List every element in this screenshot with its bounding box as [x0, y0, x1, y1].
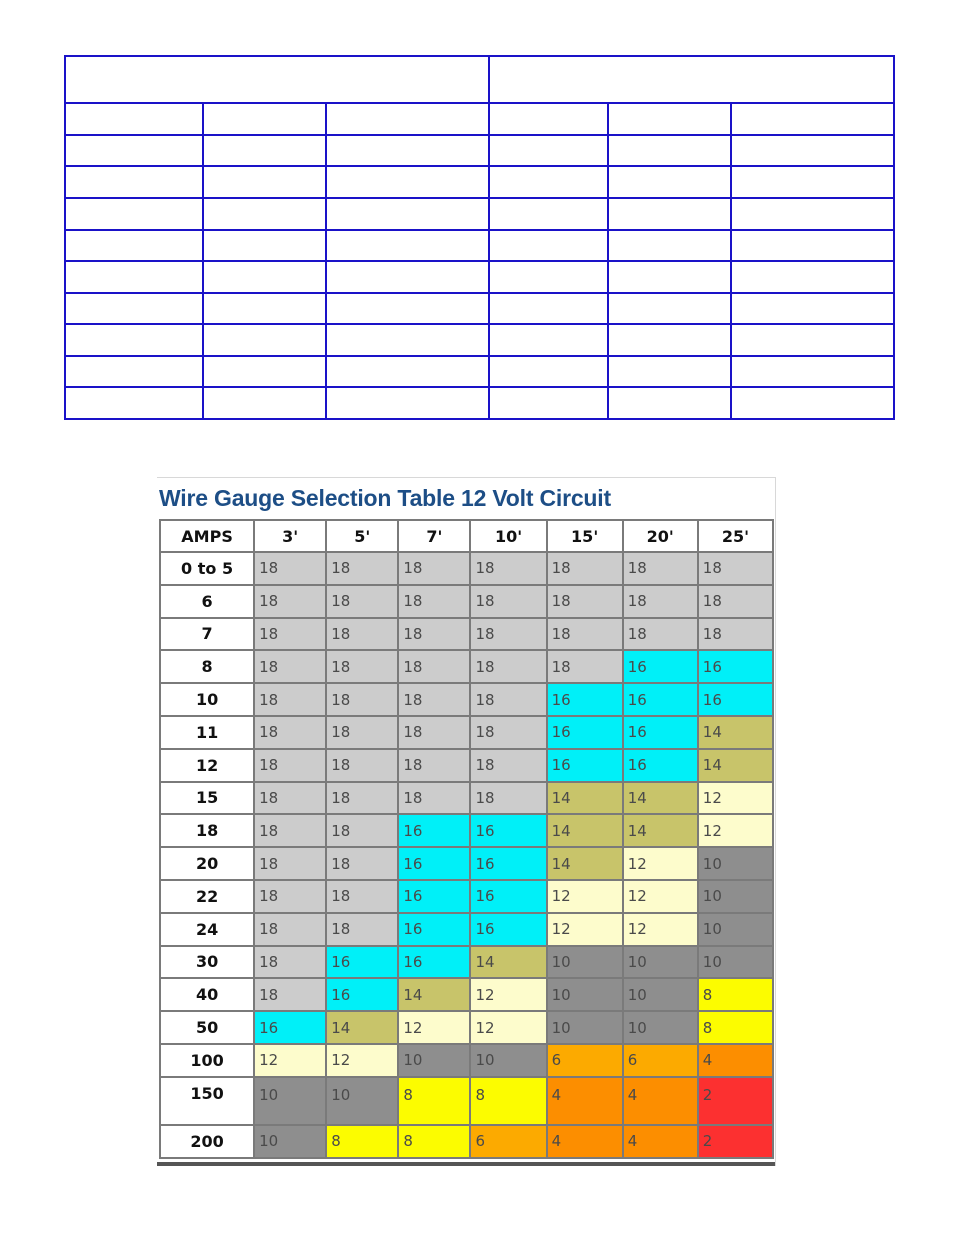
- table-row: [161, 1078, 772, 1124]
- blank-cell: [489, 198, 608, 230]
- amps-cell: 20: [161, 848, 253, 879]
- gauge-cell: 18: [399, 619, 469, 650]
- gauge-cell: 10: [327, 1078, 397, 1124]
- blank-row: [65, 198, 894, 230]
- wire-gauge-chart: [157, 477, 776, 1166]
- blank-row: [65, 387, 894, 419]
- gauge-cell: 18: [399, 750, 469, 781]
- gauge-cell: 18: [471, 651, 545, 682]
- amps-cell: 30: [161, 947, 253, 978]
- gauge-cell: 18: [255, 553, 325, 584]
- gauge-cell: 16: [399, 947, 469, 978]
- blank-cell: [489, 166, 608, 198]
- header-length-15ft: 15': [548, 521, 622, 551]
- gauge-cell: 10: [255, 1126, 325, 1157]
- blank-cell: [65, 324, 203, 356]
- header-length-7ft: 7': [399, 521, 469, 551]
- blank-row: [65, 103, 894, 135]
- gauge-cell: 10: [624, 1012, 697, 1043]
- gauge-cell: 4: [624, 1126, 697, 1157]
- blank-cell: [203, 324, 326, 356]
- blank-cell: [65, 261, 203, 293]
- gauge-cell: 8: [399, 1126, 469, 1157]
- blank-cell: [608, 324, 731, 356]
- gauge-cell: 8: [327, 1126, 397, 1157]
- amps-cell: 6: [161, 586, 253, 617]
- gauge-cell: 10: [548, 979, 622, 1010]
- table-row: [161, 815, 772, 846]
- gauge-cell: 12: [255, 1045, 325, 1076]
- blank-cell: [65, 166, 203, 198]
- gauge-cell: 14: [624, 783, 697, 814]
- header-length-20ft: 20': [624, 521, 697, 551]
- amps-cell: 150: [161, 1078, 253, 1124]
- gauge-cell: 18: [255, 848, 325, 879]
- table-row: [161, 586, 772, 617]
- blank-row: [65, 135, 894, 167]
- gauge-cell: 10: [699, 848, 772, 879]
- blank-cell: [489, 356, 608, 388]
- gauge-cell: 10: [699, 947, 772, 978]
- gauge-cell: 16: [327, 979, 397, 1010]
- gauge-cell: 14: [548, 783, 622, 814]
- gauge-cell: 16: [548, 717, 622, 748]
- gauge-cell: 12: [624, 881, 697, 912]
- blank-row: [65, 356, 894, 388]
- gauge-cell: 16: [471, 881, 545, 912]
- gauge-cell: 18: [699, 619, 772, 650]
- gauge-cell: 18: [624, 619, 697, 650]
- blank-cell: [203, 198, 326, 230]
- gauge-cell: 16: [471, 914, 545, 945]
- blank-cell: [326, 103, 489, 135]
- gauge-cell: 16: [548, 750, 622, 781]
- gauge-cell: 18: [255, 914, 325, 945]
- blank-cell: [65, 135, 203, 167]
- blank-cell: [203, 293, 326, 325]
- blank-cell: [608, 230, 731, 262]
- gauge-cell: 18: [548, 619, 622, 650]
- blank-cell: [203, 166, 326, 198]
- blank-cell: [65, 387, 203, 419]
- gauge-cell: 18: [327, 783, 397, 814]
- gauge-cell: 18: [255, 750, 325, 781]
- blank-cell: [489, 293, 608, 325]
- gauge-cell: 12: [548, 881, 622, 912]
- blank-cell: [326, 356, 489, 388]
- gauge-cell: 18: [471, 717, 545, 748]
- gauge-cell: 18: [624, 586, 697, 617]
- table-row: [161, 750, 772, 781]
- gauge-table-title: Wire Gauge Selection Table 12 Volt Circuit: [159, 485, 611, 511]
- gauge-cell: 18: [327, 717, 397, 748]
- gauge-cell: 18: [255, 651, 325, 682]
- gauge-cell: 18: [399, 651, 469, 682]
- header-length-25ft: 25': [699, 521, 772, 551]
- gauge-cell: 18: [327, 684, 397, 715]
- blank-cell: [489, 230, 608, 262]
- blank-cell: [65, 293, 203, 325]
- blank-cell: [326, 387, 489, 419]
- gauge-cell: 16: [471, 815, 545, 846]
- gauge-cell: 18: [327, 848, 397, 879]
- gauge-cell: 18: [327, 914, 397, 945]
- gauge-cell: 16: [624, 717, 697, 748]
- blank-cell: [731, 387, 894, 419]
- blank-cell: [731, 166, 894, 198]
- blank-cell: [489, 261, 608, 293]
- header-length-5ft: 5': [327, 521, 397, 551]
- amps-cell: 24: [161, 914, 253, 945]
- gauge-cell: 14: [471, 947, 545, 978]
- blank-cell: [731, 324, 894, 356]
- gauge-cell: 18: [327, 881, 397, 912]
- gauge-cell: 10: [548, 947, 622, 978]
- gauge-cell: 2: [699, 1126, 772, 1157]
- table-row: [161, 881, 772, 912]
- gauge-cell: 12: [624, 914, 697, 945]
- blank-cell: [326, 324, 489, 356]
- gauge-cell: 18: [471, 586, 545, 617]
- table-row: [161, 717, 772, 748]
- gauge-cell: 10: [699, 881, 772, 912]
- header-amps: AMPS: [161, 521, 253, 551]
- blank-cell: [731, 103, 894, 135]
- gauge-cell: 18: [255, 717, 325, 748]
- blank-cell: [731, 135, 894, 167]
- header-row: [161, 521, 772, 551]
- gauge-cell: 12: [699, 815, 772, 846]
- gauge-cell: 18: [327, 586, 397, 617]
- amps-cell: 100: [161, 1045, 253, 1076]
- blank-cell: [731, 230, 894, 262]
- blank-cell: [65, 230, 203, 262]
- gauge-cell: 12: [471, 1012, 545, 1043]
- gauge-cell: 18: [471, 783, 545, 814]
- blank-cell: [608, 261, 731, 293]
- amps-cell: 12: [161, 750, 253, 781]
- table-row: [161, 553, 772, 584]
- gauge-cell: 12: [548, 914, 622, 945]
- header-length-3ft: 3': [255, 521, 325, 551]
- gauge-cell: 2: [699, 1078, 772, 1124]
- blank-cell: [203, 135, 326, 167]
- gauge-cell: 18: [548, 586, 622, 617]
- blank-row: [65, 56, 894, 103]
- gauge-cell: 10: [624, 947, 697, 978]
- blank-cell: [326, 293, 489, 325]
- blank-cell: [203, 356, 326, 388]
- gauge-cell: 18: [471, 553, 545, 584]
- blank-cell: [731, 293, 894, 325]
- gauge-cell: 18: [471, 750, 545, 781]
- gauge-cell: 16: [399, 881, 469, 912]
- blank-cell: [65, 198, 203, 230]
- gauge-cell: 16: [699, 684, 772, 715]
- gauge-cell: 18: [699, 586, 772, 617]
- blank-cell: [489, 135, 608, 167]
- gauge-cell: 18: [399, 783, 469, 814]
- blank-row: [65, 230, 894, 262]
- gauge-cell: 14: [548, 848, 622, 879]
- blank-cell: [608, 198, 731, 230]
- gauge-cell: 18: [327, 619, 397, 650]
- header-length-10ft: 10': [471, 521, 545, 551]
- blank-cell: [65, 356, 203, 388]
- blank-cell: [608, 166, 731, 198]
- gauge-cell: 16: [471, 848, 545, 879]
- blank-cell: [489, 324, 608, 356]
- gauge-cell: 18: [327, 553, 397, 584]
- gauge-cell: 8: [699, 1012, 772, 1043]
- table-row: [161, 979, 772, 1010]
- gauge-cell: 14: [699, 717, 772, 748]
- gauge-cell: 8: [699, 979, 772, 1010]
- gauge-cell: 10: [399, 1045, 469, 1076]
- gauge-cell: 12: [699, 783, 772, 814]
- gauge-cell: 16: [624, 750, 697, 781]
- blank-cell: [203, 261, 326, 293]
- gauge-cell: 18: [399, 717, 469, 748]
- gauge-cell: 12: [624, 848, 697, 879]
- gauge-cell: 16: [255, 1012, 325, 1043]
- amps-cell: 15: [161, 783, 253, 814]
- blank-cell: [608, 293, 731, 325]
- amps-cell: 7: [161, 619, 253, 650]
- blank-cell: [608, 103, 731, 135]
- blank-cell: [489, 387, 608, 419]
- gauge-cell: 10: [548, 1012, 622, 1043]
- amps-cell: 10: [161, 684, 253, 715]
- gauge-cell: 6: [471, 1126, 545, 1157]
- table-row: [161, 783, 772, 814]
- gauge-cell: 18: [255, 684, 325, 715]
- blank-cell: [731, 356, 894, 388]
- gauge-cell: 18: [548, 553, 622, 584]
- gauge-cell: 12: [471, 979, 545, 1010]
- table-row: [161, 1126, 772, 1157]
- blank-header-cell: [65, 56, 489, 103]
- gauge-cell: 18: [399, 684, 469, 715]
- table-row: [161, 848, 772, 879]
- gauge-cell: 4: [699, 1045, 772, 1076]
- gauge-cell: 18: [255, 979, 325, 1010]
- blank-grid-table: [64, 55, 895, 420]
- gauge-cell: 14: [699, 750, 772, 781]
- amps-cell: 200: [161, 1126, 253, 1157]
- blank-row: [65, 166, 894, 198]
- gauge-cell: 16: [399, 914, 469, 945]
- gauge-cell: 18: [399, 586, 469, 617]
- gauge-cell: 18: [548, 651, 622, 682]
- gauge-cell: 14: [624, 815, 697, 846]
- table-row: [161, 1012, 772, 1043]
- blank-row: [65, 324, 894, 356]
- blank-cell: [608, 135, 731, 167]
- blank-cell: [203, 230, 326, 262]
- gauge-cell: 18: [255, 881, 325, 912]
- amps-cell: 11: [161, 717, 253, 748]
- table-row: [161, 914, 772, 945]
- gauge-cell: 18: [699, 553, 772, 584]
- amps-cell: 50: [161, 1012, 253, 1043]
- gauge-cell: 16: [624, 684, 697, 715]
- gauge-cell: 18: [399, 553, 469, 584]
- blank-cell: [608, 387, 731, 419]
- gauge-cell: 6: [624, 1045, 697, 1076]
- table-row: [161, 947, 772, 978]
- gauge-cell: 4: [548, 1078, 622, 1124]
- amps-cell: 18: [161, 815, 253, 846]
- gauge-cell: 18: [255, 783, 325, 814]
- gauge-cell: 12: [327, 1045, 397, 1076]
- gauge-cell: 18: [624, 553, 697, 584]
- gauge-cell: 14: [548, 815, 622, 846]
- gauge-cell: 18: [255, 815, 325, 846]
- gauge-cell: 16: [548, 684, 622, 715]
- bottom-border: [157, 1162, 775, 1166]
- gauge-cell: 18: [327, 651, 397, 682]
- table-row: [161, 1045, 772, 1076]
- table-row: [161, 619, 772, 650]
- blank-cell: [326, 198, 489, 230]
- gauge-cell: 18: [255, 586, 325, 617]
- gauge-cell: 10: [255, 1078, 325, 1124]
- gauge-cell: 8: [471, 1078, 545, 1124]
- gauge-cell: 16: [399, 848, 469, 879]
- table-row: [161, 684, 772, 715]
- blank-cell: [731, 261, 894, 293]
- blank-cell: [203, 387, 326, 419]
- gauge-cell: 16: [624, 651, 697, 682]
- gauge-cell: 18: [471, 684, 545, 715]
- gauge-cell: 18: [255, 947, 325, 978]
- gauge-cell: 6: [548, 1045, 622, 1076]
- gauge-cell: 18: [327, 815, 397, 846]
- gauge-cell: 4: [548, 1126, 622, 1157]
- blank-cell: [326, 135, 489, 167]
- blank-cell: [731, 198, 894, 230]
- gauge-cell: 18: [327, 750, 397, 781]
- table-row: [161, 651, 772, 682]
- blank-header-cell: [489, 56, 894, 103]
- blank-row: [65, 293, 894, 325]
- gauge-cell: 18: [471, 619, 545, 650]
- amps-cell: 0 to 5: [161, 553, 253, 584]
- gauge-cell: 14: [327, 1012, 397, 1043]
- blank-cell: [608, 356, 731, 388]
- gauge-cell: 14: [399, 979, 469, 1010]
- blank-row: [65, 261, 894, 293]
- gauge-cell: 10: [699, 914, 772, 945]
- gauge-cell: 12: [399, 1012, 469, 1043]
- gauge-cell: 16: [699, 651, 772, 682]
- gauge-cell: 16: [399, 815, 469, 846]
- blank-cell: [326, 261, 489, 293]
- amps-cell: 40: [161, 979, 253, 1010]
- blank-cell: [326, 230, 489, 262]
- blank-cell: [65, 103, 203, 135]
- blank-cell: [489, 103, 608, 135]
- blank-cell: [326, 166, 489, 198]
- gauge-cell: 10: [471, 1045, 545, 1076]
- wire-gauge-table: [159, 519, 774, 1159]
- gauge-cell: 16: [327, 947, 397, 978]
- blank-cell: [203, 103, 326, 135]
- gauge-cell: 10: [624, 979, 697, 1010]
- gauge-cell: 8: [399, 1078, 469, 1124]
- amps-cell: 22: [161, 881, 253, 912]
- amps-cell: 8: [161, 651, 253, 682]
- gauge-cell: 18: [255, 619, 325, 650]
- gauge-cell: 4: [624, 1078, 697, 1124]
